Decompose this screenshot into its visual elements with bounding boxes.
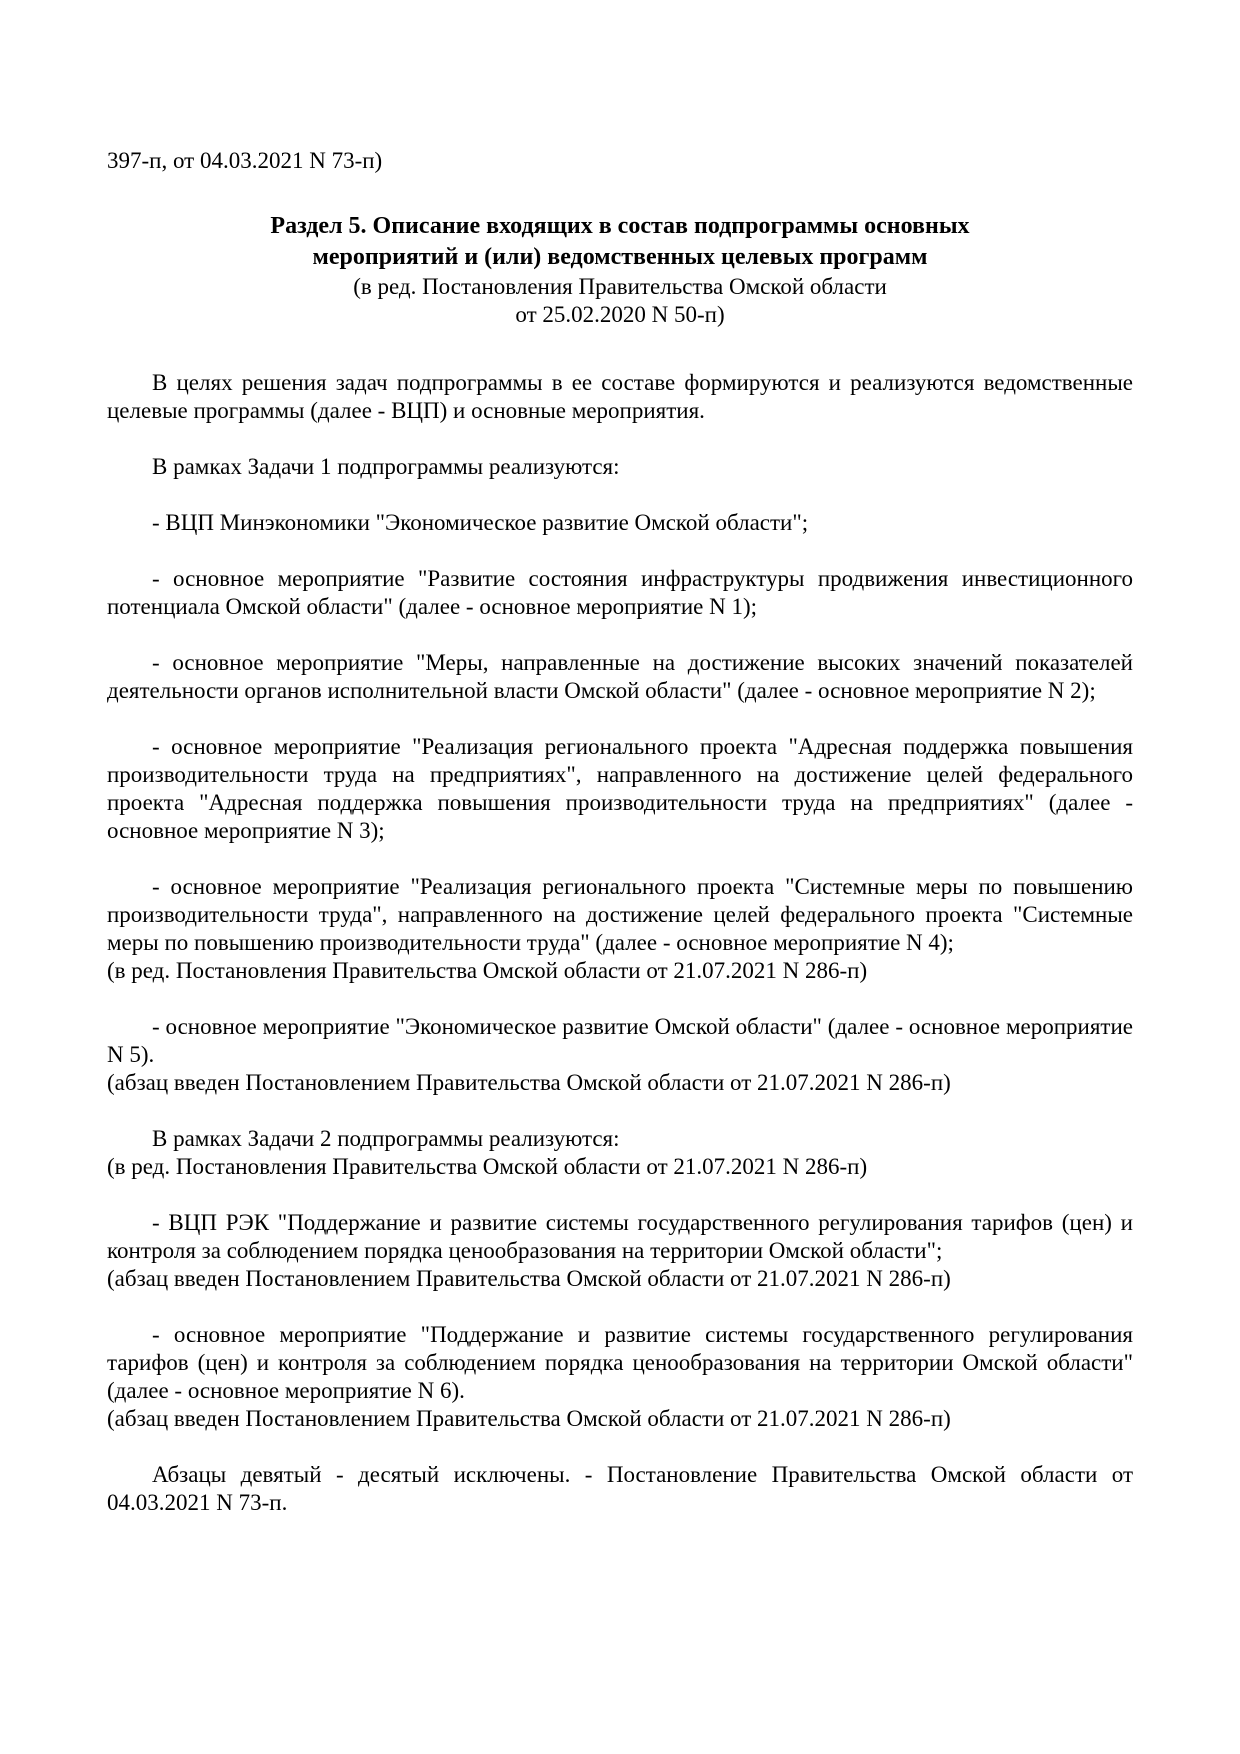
paragraph-measure-5: - основное мероприятие "Экономическое развитие Омской области" (далее - основное мероприятие N 5). bbox=[107, 1014, 1133, 1067]
section-title-line1: Раздел 5. Описание входящих в состав подпрограммы основных bbox=[270, 213, 970, 239]
paragraph-measure-3: - основное мероприятие "Реализация регионального проекта "Адресная поддержка повышения производительности труда на предприятиях", направленного на достижение целей федерального проекта "Адресная поддержка повышения производительности труда на предприятиях" (далее - основное мероприятие N 3); bbox=[107, 734, 1133, 843]
paragraph-goals: В целях решения задач подпрограммы в ее составе формируются и реализуются ведомственные целевые программы (далее - ВЦП) и основные мероприятия. bbox=[107, 370, 1133, 423]
paragraph-vcp-mineconomiki: - ВЦП Минэкономики "Экономическое развитие Омской области"; bbox=[152, 510, 809, 535]
paragraph-measure-6: - основное мероприятие "Поддержание и развитие системы государственного регулирования тарифов (цен) и контроля за соблюдением порядка ценообразования на территории Омской области" (далее - основное мероприятие N 6). bbox=[107, 1322, 1133, 1403]
paragraph-task2-intro: В рамках Задачи 2 подпрограммы реализуются: bbox=[152, 1126, 620, 1151]
amendment-note-task2: (в ред. Постановления Правительства Омской области от 21.07.2021 N 286-п) bbox=[107, 1154, 868, 1179]
paragraph-measure-4: - основное мероприятие "Реализация регионального проекта "Системные меры по повышению производительности труда", направленного на достижение целей федерального проекта "Системные меры по повышению производительности труда" (далее - основное мероприятие N 4); bbox=[107, 874, 1133, 955]
continuation-text: 397-п, от 04.03.2021 N 73-п) bbox=[107, 148, 383, 173]
paragraph-vcp-rek: - ВЦП РЭК "Поддержание и развитие системы государственного регулирования тарифов (цен) и контроля за соблюдением порядка ценообразования на территории Омской области"; bbox=[107, 1210, 1133, 1263]
paragraph-task1-intro: В рамках Задачи 1 подпрограммы реализуются: bbox=[152, 454, 620, 479]
amendment-note-measure-6: (абзац введен Постановлением Правительства Омской области от 21.07.2021 N 286-п) bbox=[107, 1406, 951, 1431]
amendment-note-measure-5: (абзац введен Постановлением Правительства Омской области от 21.07.2021 N 286-п) bbox=[107, 1070, 951, 1095]
amendment-note-measure-4: (в ред. Постановления Правительства Омской области от 21.07.2021 N 286-п) bbox=[107, 958, 868, 983]
section-title-line2: мероприятий и (или) ведомственных целевых программ bbox=[312, 244, 928, 270]
paragraph-measure-1: - основное мероприятие "Развитие состояния инфраструктуры продвижения инвестиционного потенциала Омской области" (далее - основное мероприятие N 1); bbox=[107, 566, 1133, 619]
paragraph-measure-2: - основное мероприятие "Меры, направленные на достижение высоких значений показателей деятельности органов исполнительной власти Омской области" (далее - основное мероприятие N 2); bbox=[107, 650, 1133, 703]
edition-note bbox=[107, 273, 1133, 329]
edition-note-line1: (в ред. Постановления Правительства Омской области bbox=[353, 274, 887, 299]
edition-note-line2: от 25.02.2020 N 50-п) bbox=[515, 302, 725, 327]
amendment-note-vcp-rek: (абзац введен Постановлением Правительства Омской области от 21.07.2021 N 286-п) bbox=[107, 1266, 951, 1291]
paragraph-excluded-abzacy: Абзацы девятый - десятый исключены. - Постановление Правительства Омской области от 04.03.2021 N 73-п. bbox=[107, 1462, 1133, 1515]
section-title bbox=[107, 211, 1133, 273]
